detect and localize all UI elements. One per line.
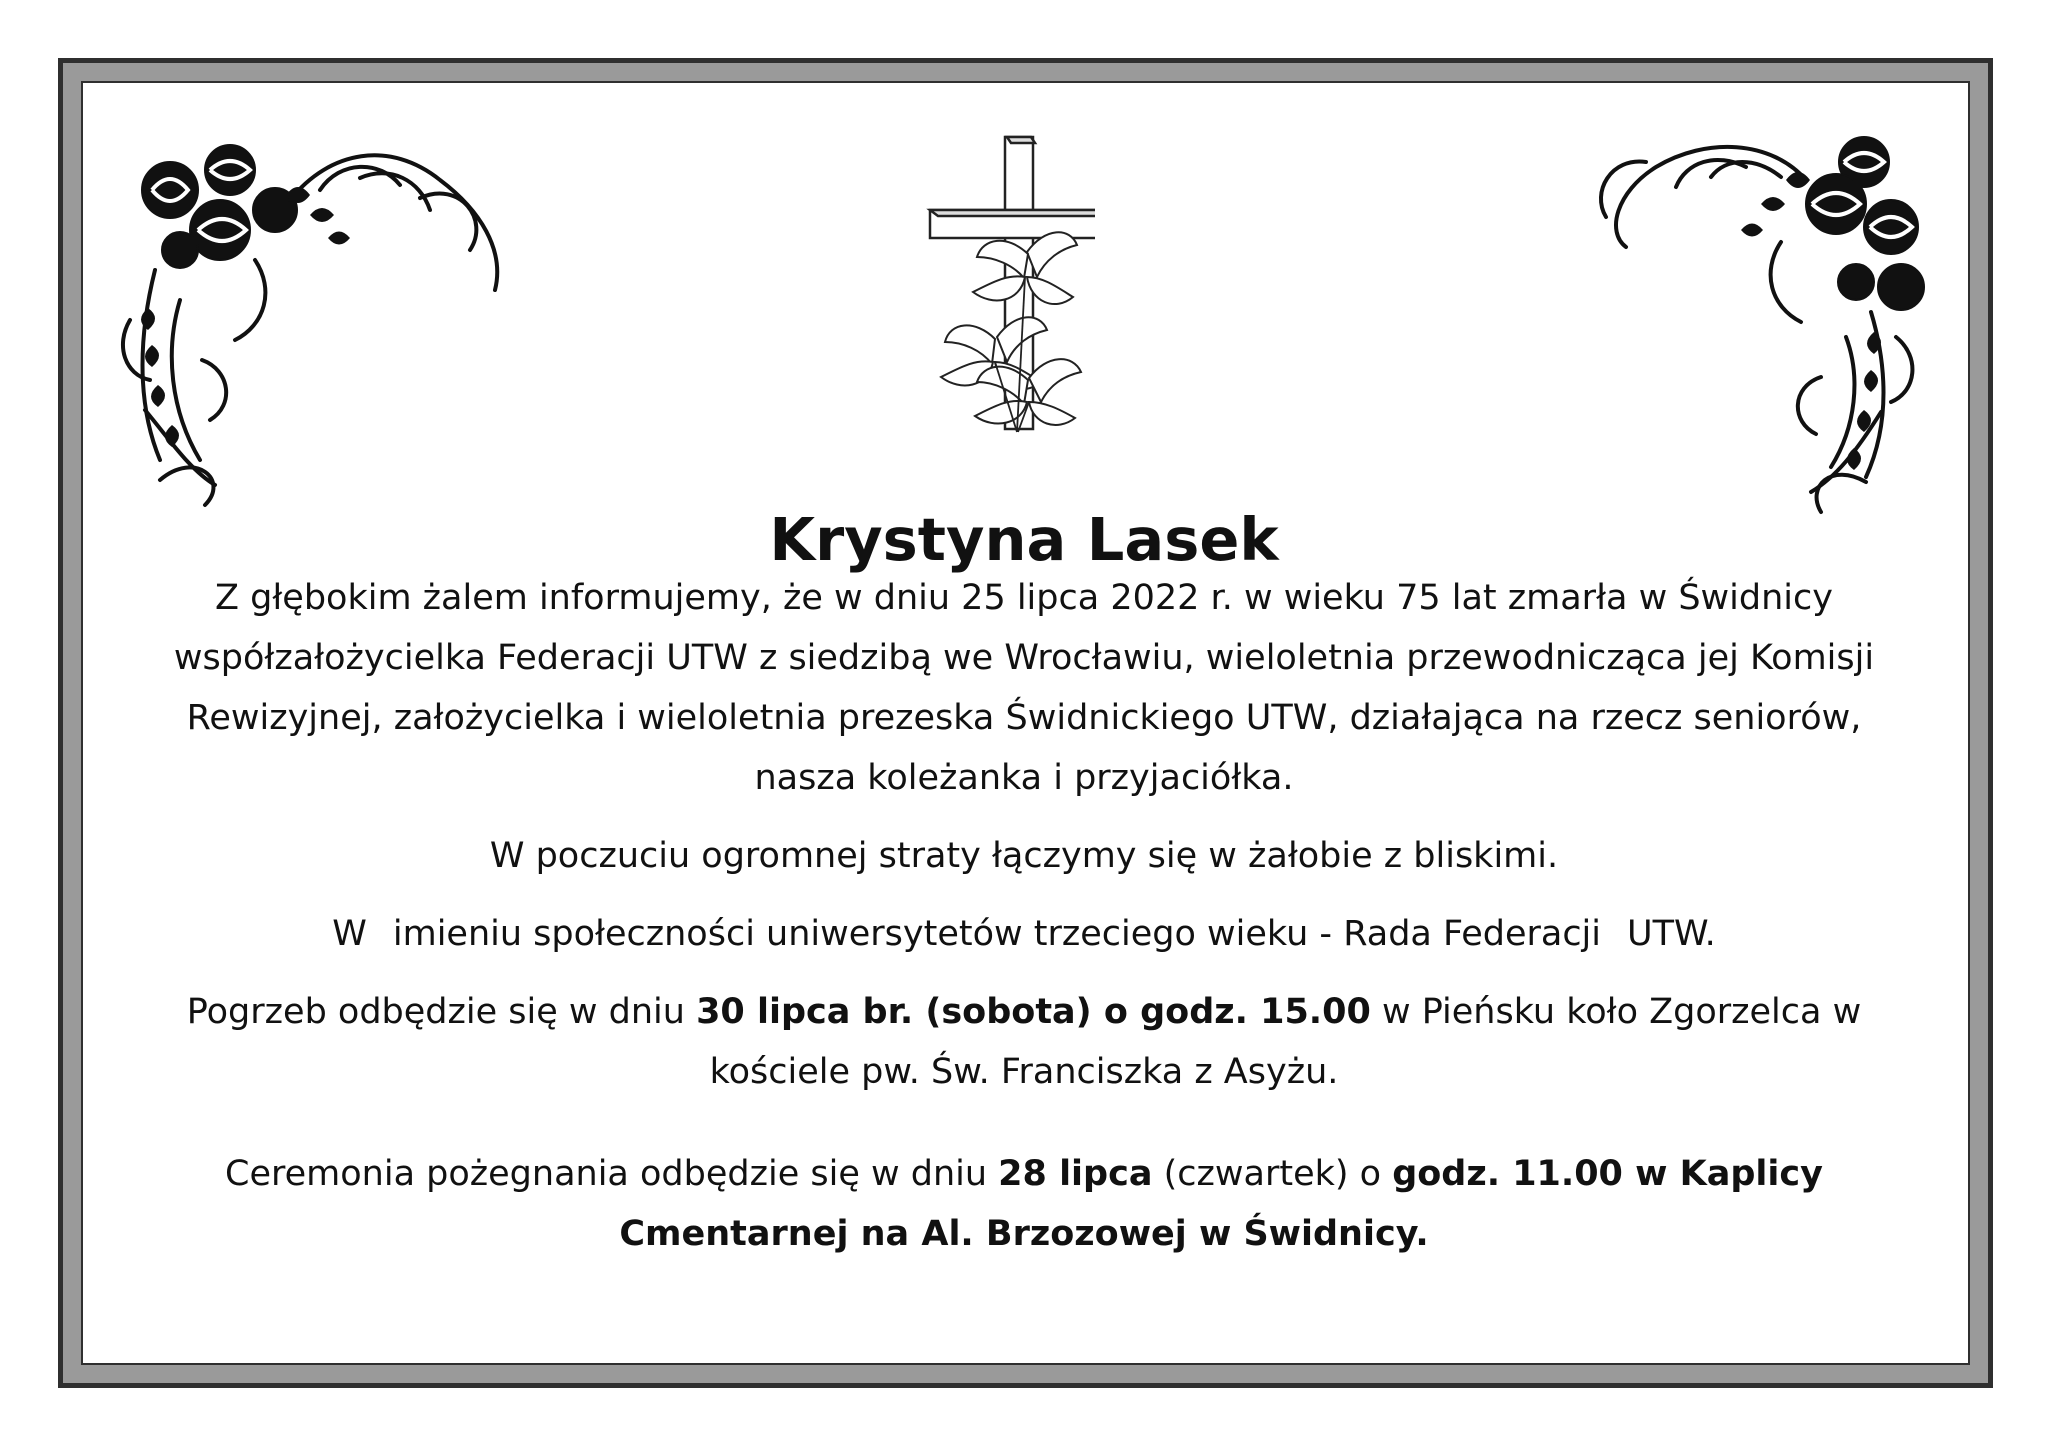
deceased-name: Krystyna Lasek (769, 504, 1279, 574)
ceremony-date: 28 lipca (998, 1154, 1153, 1194)
announcement-line-4: nasza koleżanka i przyjaciółka. (754, 758, 1294, 798)
funeral-date-time: 30 lipca br. (sobota) o godz. 15.00 (696, 992, 1371, 1032)
ceremony-paragraph (160, 1144, 1888, 1264)
ceremony-weekday: (czwartek) o (1152, 1154, 1393, 1194)
community-word-utw: UTW. (1627, 914, 1716, 954)
community-main-text: imieniu społeczności uniwersytetów trzeciego wieku - Rada Federacji (392, 914, 1602, 954)
floral-corner-right-icon (1536, 122, 1956, 542)
ceremony-prefix: Ceremonia pożegnania odbędzie się w dniu (225, 1154, 999, 1194)
funeral-place: w Pieńsku koło Zgorzelca w (1370, 992, 1862, 1032)
community-paragraph (160, 904, 1888, 964)
community-word-w: W (332, 914, 367, 954)
funeral-church: kościele pw. Św. Franciszka z Asyżu. (709, 1052, 1339, 1092)
ceremony-time-place: godz. 11.00 w Kaplicy (1392, 1154, 1823, 1194)
announcement-line-2: współzałożycielka Federacji UTW z siedzibą we Wrocławiu, wieloletnia przewodnicząca jej Komisji (173, 638, 1875, 678)
announcement-line-3: Rewizyjnej, założycielka i wieloletnia prezeska Świdnickiego UTW, działająca na rzecz seniorów, (186, 698, 1862, 738)
floral-corner-left-icon (110, 120, 540, 550)
obituary-content (160, 568, 1888, 1264)
condolence-paragraph: W poczuciu ogromnej straty łączymy się w żałobie z bliskimi. (489, 836, 1559, 876)
funeral-prefix: Pogrzeb odbędzie się w dniu (186, 992, 697, 1032)
cross-with-lilies-icon (925, 132, 1095, 437)
funeral-paragraph (160, 982, 1888, 1102)
announcement-line-1: Z głębokim żalem informujemy, że w dniu 25 lipca 2022 r. w wieku 75 lat zmarła w Świdnicy (215, 578, 1833, 618)
ceremony-location: Cmentarnej na Al. Brzozowej w Świdnicy. (619, 1214, 1429, 1254)
announcement-paragraph (160, 568, 1888, 808)
